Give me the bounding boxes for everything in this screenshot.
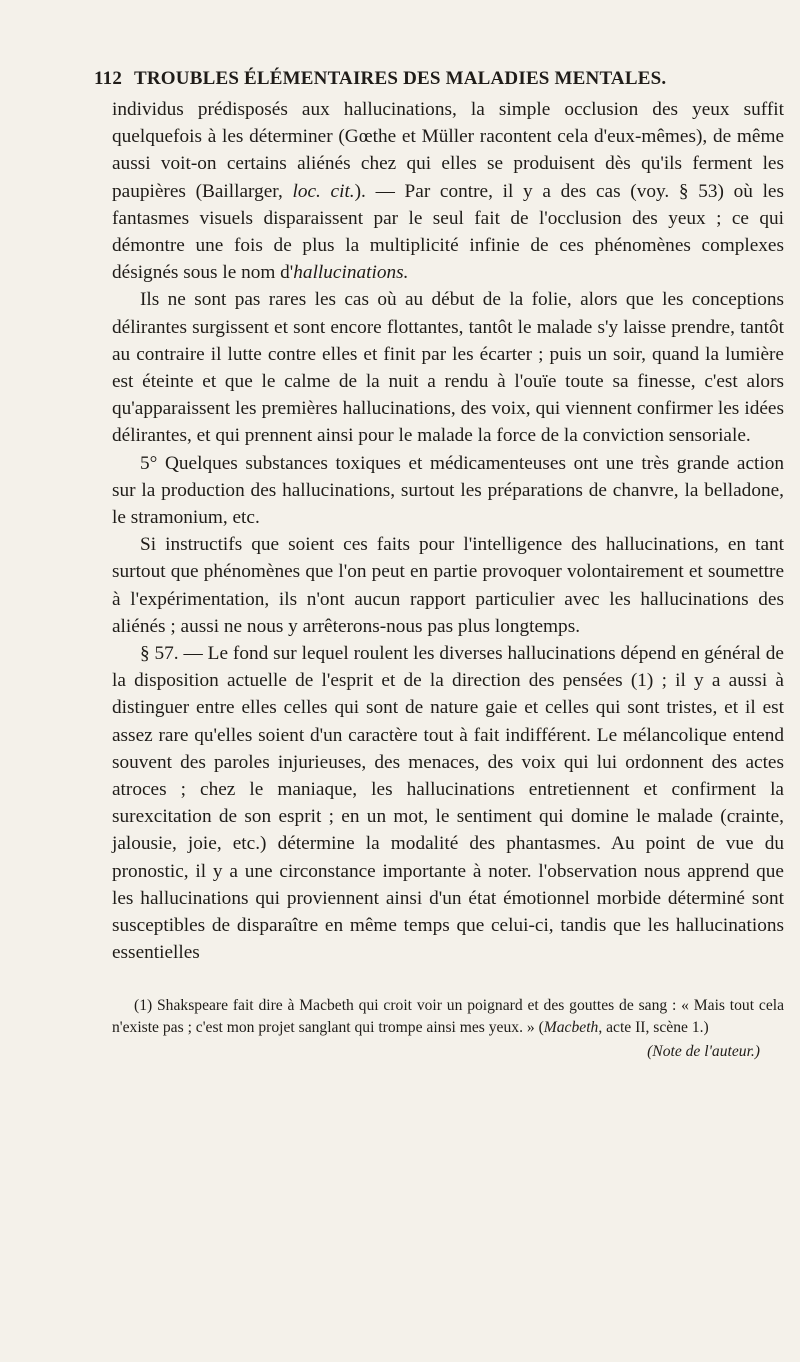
italic-text: Macbeth <box>543 1018 599 1036</box>
italic-text: hallucinations. <box>293 262 409 284</box>
text-run: (1) Shakspeare fait dire à Macbeth qui croit voir un poignard et des gouttes de sang : « Mais tout cela n'existe pas ; c'est mon projet sanglant qui trompe ainsi mes yeux. » ( <box>112 996 784 1036</box>
paragraph <box>112 450 784 532</box>
text-run: 5° Quelques substances toxiques et médicamenteuses ont une très grande action sur la production des hallucinations, surtout les préparations de chanvre, la belladone, le stramonium, etc. <box>112 452 784 529</box>
text-run: § 57. — Le fond sur lequel roulent les diverses hallucinations dépend en général de la disposition actuelle de l'esprit et de la direction des pensées (1) ; il y a aussi à distinguer entre elles celles qui sont de nature gaie et celles qui sont tristes, et il est assez rare qu'elles soient d'un caractère tout à fait indifférent. Le mélancolique entend souvent des paroles injurieuses, des menaces, des voix qui lui ordonnent des actes atroces ; chez le maniaque, les hallucinations entretiennent et confirment la surexcitation de son esprit ; en un mot, le sentiment qui domine le malade (crainte, jalousie, joie, etc.) détermine la modalité des phantasmes. Au point de vue du pronostic, il y a une circonstance importante à noter. l'observation nous apprend que les hallucinations qui proviennent ainsi d'un état émotionnel morbide déterminé sont susceptibles de disparaître en même temps que celui-ci, tandis que les hallucinations essentielles <box>112 643 784 964</box>
body-text <box>112 96 784 967</box>
footnote <box>112 995 784 1039</box>
paragraph <box>112 640 784 966</box>
text-run: individus prédisposés aux hallucinations, la simple occlusion des yeux suffit quelquefois à les déterminer (Gœthe et Müller racontent cela d'eux-mêmes), de même aussi voit-on certains aliénés chez qui elles se produisent dès qu'ils ferment les paupières (Baillarger, <box>112 99 784 202</box>
text-run: , acte II, scène 1.) <box>598 1018 709 1036</box>
text-run: Si instructifs que soient ces faits pour l'intelligence des hallucinations, en tant surtout que phénomènes que l'on peut en partie provoquer volontairement et soumettre à l'expérimentation, ils n'ont aucun rapport particulier avec les hallucinations des aliénés ; aussi ne nous y arrêterons-nous pas plus longtemps. <box>112 534 784 637</box>
footnotes <box>112 995 784 1063</box>
page <box>94 68 784 1063</box>
footnote-signature: (Note de l'auteur.) <box>647 1042 760 1060</box>
running-title: TROUBLES ÉLÉMENTAIRES DES MALADIES MENTALES. <box>134 68 667 89</box>
text-run: ). — Par contre, il y a des cas (voy. § 53) où les fantasmes visuels disparaissent par le seul fait de l'occlusion des yeux ; ce qui démontre une fois de plus la multiplicité infinie de ces phénomènes complexes désignés sous le nom d' <box>112 180 784 284</box>
paragraph <box>112 531 784 640</box>
text-run: Ils ne sont pas rares les cas où au début de la folie, alors que les conceptions délirantes surgissent et sont encore flottantes, tantôt le malade s'y laisse prendre, tantôt au contraire il lutte contre elles et finit par les écarter ; puis un soir, quand la lumière est éteinte et que le calme de la nuit a rendu à l'ouïe toute sa finesse, c'est alors qu'apparaissent les premières hallucinations, des voix, qui viennent confirmer les idées délirantes, et qui prennent ainsi pour le malade la force de la conviction sensoriale. <box>112 289 784 447</box>
paragraph <box>112 96 784 286</box>
italic-text: loc. cit. <box>292 180 355 202</box>
page-number: 112 <box>94 68 123 89</box>
paragraph <box>112 286 784 449</box>
running-head <box>94 68 784 90</box>
